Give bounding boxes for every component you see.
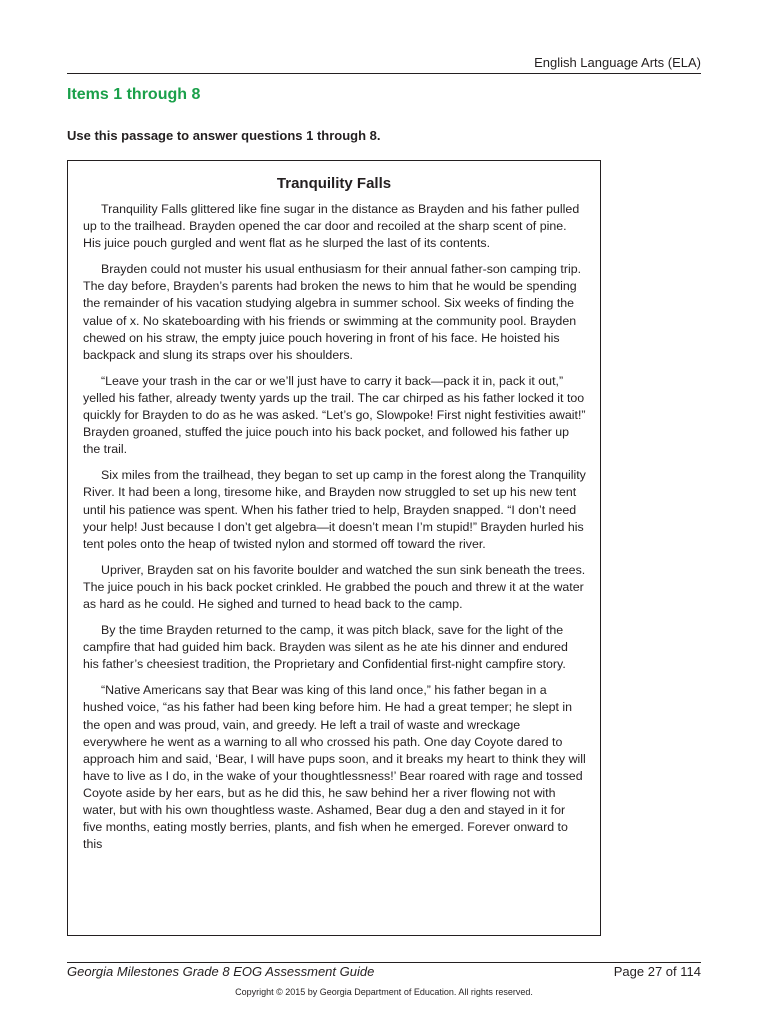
passage-body bbox=[83, 201, 587, 862]
footer-divider bbox=[67, 962, 701, 963]
section-title: Items 1 through 8 bbox=[67, 86, 201, 103]
passage-box bbox=[67, 160, 601, 936]
passage-paragraph: By the time Brayden returned to the camp, it was pitch black, save for the light of the campfire that had guided him back. Brayden was silent as he ate his dinner and endured his father’s cheesiest tradition, the Proprietary and Confidential first-night campfire story. bbox=[83, 623, 568, 672]
passage-paragraph: Tranquility Falls glittered like fine sugar in the distance as Brayden and his father pulled up to the trailhead. Brayden opened the car door and recoiled at the sharp scent of pine. His juice pouch gurgled and went flat as he slurped the last of its contents. bbox=[83, 202, 580, 251]
passage-paragraph: Brayden could not muster his usual enthusiasm for their annual father-son camping trip. The day before, Brayden’s parents had broken the news to him that he would be spending the remainder of his vacation studying algebra in summer school. Six weeks of finding the value of x. No skateboarding with his friends or swimming at the community pool. Brayden chewed on his straw, the empty juice pouch hovering in front of his face. He hoisted his backpack and slung its straps over his shoulders. bbox=[83, 262, 582, 362]
passage-title: Tranquility Falls bbox=[276, 175, 392, 192]
passage-paragraph: Upriver, Brayden sat on his favorite boulder and watched the sun sink beneath the trees. The juice pouch in his back pocket crinkled. He grabbed the pouch and threw it at the water as hard as he could. He sighed and turned to head back to the camp. bbox=[83, 562, 586, 611]
copyright-notice: Copyright © 2015 by Georgia Department of Education. All rights reserved. bbox=[235, 987, 533, 997]
passage-paragraph: Six miles from the trailhead, they began to set up camp in the forest along the Tranquility River. It had been a long, tiresome hike, and Brayden now struggled to set up his new tent until his patience was spent. When his father tried to help, Brayden snapped. “I don’t need your help! Just because I don’t get algebra—it doesn’t mean I’m stupid!” Brayden hurled his tent poles onto the heap of twisted nylon and stormed off toward the river. bbox=[83, 468, 586, 551]
page-number: Page 27 of 114 bbox=[613, 964, 701, 979]
instructions-text: Use this passage to answer questions 1 through 8. bbox=[67, 128, 381, 143]
header-divider bbox=[67, 73, 701, 74]
subject-header: English Language Arts (ELA) bbox=[534, 55, 701, 70]
passage-paragraph: “Leave your trash in the car or we’ll just have to carry it back—pack it in, pack it out,” yelled his father, already twenty yards up the trail. The car chirped as his father locked it too quickly for Brayden to do as he was asked. “Let’s go, Slowpoke! First night festivities await!” Brayden groaned, stuffed the juice pouch into his back pocket, and followed his father up the trail. bbox=[83, 373, 586, 457]
guide-title: Georgia Milestones Grade 8 EOG Assessment Guide bbox=[67, 964, 375, 979]
passage-paragraph: “Native Americans say that Bear was king of this land once,” his father began in a hushed voice, “as his father had been king before him. He had a great temper; he slept in the open and was proud, vain, and greedy. He left a trail of waste and wreckage everywhere he went as a warning to all who crossed his path. One day Coyote dared to approach him and said, ‘Bear, I will have pups soon, and it breaks my heart to think they will have to live as I do, in the wake of your thoughtlessness!’ Bear roared with rage and tossed Coyote aside by her ears, but as he did this, he saw behind her a river flowing not with water, but with his own thoughtless waste. Ashamed, Bear dug a den and stayed in it for five months, eating mostly berries, plants, and fish when he emerged. Forever onward to this bbox=[83, 683, 586, 852]
